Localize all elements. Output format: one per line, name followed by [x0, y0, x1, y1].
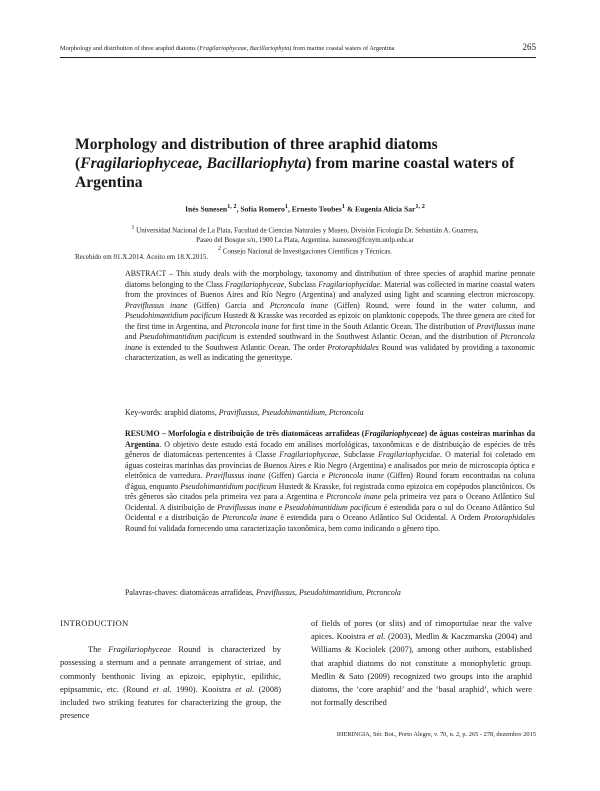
intro-paragraph-continued: of fields of pores (or slits) and of rimoportulae near the valve apices. Kooistra et al. (2003), Medlin & Kaczmarska (2004) and Williams & Kociolek (2007), among other authors, established that araphid diatoms do not constitute a monophyletic group. Medlin & Sato (2009) recognized two groups into the araphid diatoms, the ‘core araphid’ and the ‘basal araphid’, which were not formally described — [311, 619, 532, 708]
keywords-text: Key-words: araphid diatoms, Praviflussus, Pseudohimantidium, Ptcroncola — [125, 408, 364, 417]
abstract-text: ABSTRACT – This study deals with the morphology, taxonomy and distribution of three species of araphid marine pennate diatoms belonging to the Class Fragilariophyceae, Subclass Fragilariophycidae. Material was collected in marine coastal waters from the provinces of Buenos Aires and Río Negro (Argentina) and analyzed using light and scanning electron microscopy. Praviflussus inane (Giffen) Garcia and Ptcroncola inane (Giffen) Round, were found in the water column, and Pseudohimantidium pacificum Hustedt & Krasske was recorded as epizoic on planktonic copepods. The three genera are cited for the first time in Argentina, and Ptcroncola inane for first time in the South Atlantic Ocean. The distribution of Praviflussus inane and Pseudohimantidium pacificum is extended southward in the Southwest Atlantic Ocean, and the distribution of Ptcroncola inane is extended to the Southwest Atlantic Ocean. The order Protoraphidales Round was validated by providing a taxonomic characterization, as well as indicating the generitype. — [125, 269, 535, 362]
body-column-right — [311, 617, 532, 709]
affiliation-1: $^1$ Universidad Nacional de La Plata, Facultad de Ciencias Naturales y Museo, División Ficología Dr. Sebastián A. Guarrera, — [131, 225, 479, 235]
affiliation-2: $^2$ Consejo Nacional de Investigaciones Científicas y Técnicas. — [218, 246, 392, 256]
intro-paragraph: The Fragilariophyceae Round is characterized by possessing a sternum and a pennate arrangement of striae, and commonly benthonic living as epizoic, epiphytic, epilithic, epipsammic, etc. (Round et al. 1990). Kooistra et al. (2008) included two striking features for characterizing the group, the presence — [60, 645, 282, 721]
article-title: Morphology and distribution of three araphid diatoms (Fragilariophyceae, Bacillariophyta) from marine coastal waters of Argentina — [75, 136, 515, 191]
resumo — [125, 429, 535, 534]
page-number: 265 — [522, 42, 536, 52]
author-list: Inés Sunesen$^{1, 2}$, Sofía Romero$^1$, Ernesto Toubes$^1$ & Eugenia Alicia Sar$^{1, 2}$ — [185, 203, 425, 214]
running-header — [60, 44, 536, 53]
affiliation-1-address: Paseo del Bosque s/n, 1900 La Plata, Argentina. isunesen@fcnym.unlp.edu.ar — [196, 235, 414, 244]
palavras-text: Palavras-chaves: diatomáceas arrafídeas, Praviflussus, Pseudohimantidium, Ptcroncola — [125, 588, 401, 597]
keywords — [125, 408, 535, 419]
running-title: Morphology and distribution of three araphid diatoms (Fragilariophyceae, Bacillariophyta) from marine coastal waters of Argentina — [60, 45, 395, 52]
palavras-chaves — [125, 588, 535, 599]
header-rule — [60, 57, 536, 58]
body-column-left — [60, 617, 281, 722]
section-heading-introduction: INTRODUCTION — [60, 618, 129, 628]
resumo-text: RESUMO – Morfologia e distribuição de três diatomáceas arrafídeas (Fragilariophyceae) de águas costeiras marinhas da Argentina. O objetivo deste estudo está focado em análises morfológicas, taxonômicas e de distribuição de espécies de três gêneros de diatomáceas pertencentes à Classe Fragilariophyceae, Subclasse Fragilariophycidae. O material foi coletado em águas costeiras marinhas das províncias de Buenos Aires e Rio Negro (Argentina) e analisados por meio de microscopia óptica e eletrônica de varredura. Praviflussus inane (Giffen) Garcia e Ptcroncola inane (Giffen) Round foram encontradas na coluna d'água, enquanto Pseudohimantidium pacificum Hustedt & Krasske, foi registrada como epizoica em copépodos planctônicos. Os três gêneros são citados pela primeira vez para a Argentina e Ptcroncola inane pela primeira vez para o Oceano Atlântico Sul Ocidental. A distribuição de Praviflussus inane e Pseudohimantidium pacificum é estendida para o sul do Oceano Atlântico Sul Ocidental e a distribuição de Ptcroncola inane é estendida para o Oceano Atlântico Sul Ocidental. A Ordem Protoraphidales Round foi validada fornecendo uma caracterização taxonômica, bem como indicando o gênero tipo. — [125, 429, 536, 533]
journal-footer: IHERINGIA, Sér. Bot., Porto Alegre, v. 70, n. 2, p. 265 - 278, dezembro 2015 — [336, 731, 536, 738]
abstract — [125, 269, 535, 364]
received-accepted-dates: Recebido em 01.X.2014. Aceito em 18.X.2015. — [75, 253, 209, 261]
